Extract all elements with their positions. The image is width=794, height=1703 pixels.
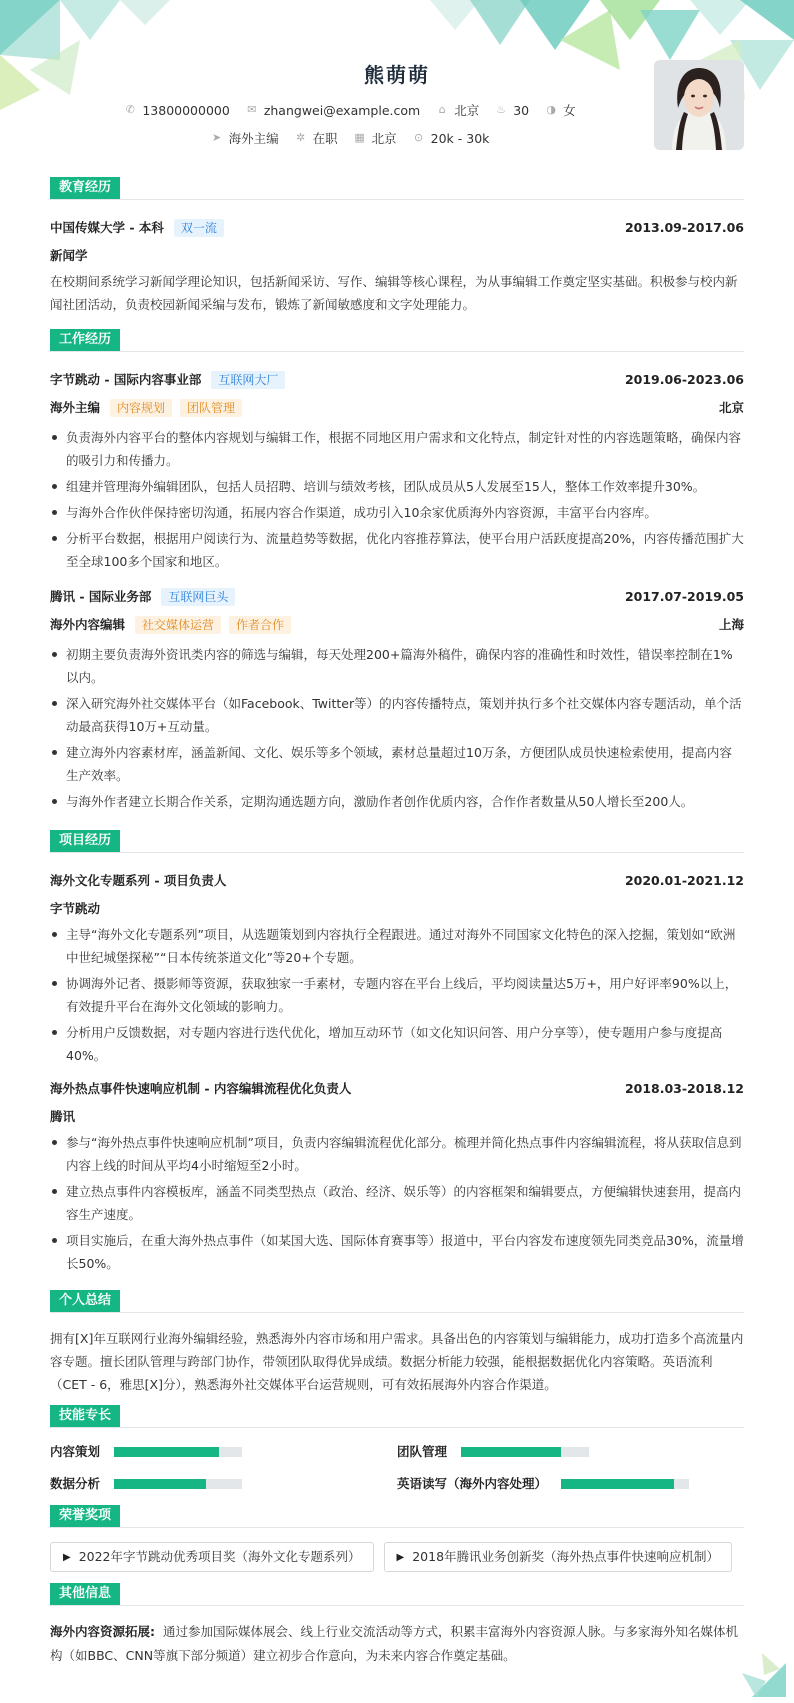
city-value: 北京 — [371, 131, 397, 146]
location-value: 北京 — [454, 103, 480, 118]
skill-bar — [114, 1479, 242, 1489]
gender-value: 女 — [563, 103, 576, 118]
honor-item — [50, 1542, 374, 1572]
work-city: 北京 — [718, 400, 744, 416]
send-icon: ➤ — [211, 131, 222, 145]
skill-bar-fill — [561, 1479, 674, 1489]
list-item: 初期主要负责海外资讯类内容的筛选与编辑，每天处理200+篇海外稿件，确保内容的准确性和时效性，错误率控制在1%以内。 — [50, 643, 744, 689]
salary-item — [413, 128, 490, 149]
building-icon: ▦ — [354, 131, 365, 145]
skills-section — [50, 1404, 744, 1494]
position-item — [211, 128, 279, 149]
project-name: 海外热点事件快速响应机制 - 内容编辑流程优化负责人 — [50, 1081, 352, 1097]
skill-name: 团队管理 — [397, 1444, 448, 1460]
list-item: 与海外合作伙伴保持密切沟通，拓展内容合作渠道，成功引入10余家优质海外内容资源，丰富平台内容库。 — [50, 501, 744, 524]
work-bullets — [50, 426, 744, 573]
section-title-projects: 项目经历 — [50, 830, 120, 852]
school-name: 中国传媒大学 - 本科 — [50, 220, 164, 236]
list-item: 项目实施后，在重大海外热点事件（如某国大选、国际体育赛事等）报道中，平台内容发布速度领先同类竞品30%，流量增长50%。 — [50, 1229, 744, 1275]
project-entry — [50, 1075, 744, 1275]
honor-item — [384, 1542, 733, 1572]
project-period: 2020.01-2021.12 — [624, 873, 744, 889]
skill-bar-fill — [114, 1447, 219, 1457]
education-entry — [50, 214, 744, 316]
projects-section — [50, 829, 744, 1275]
work-period: 2017.07-2019.05 — [624, 589, 744, 605]
list-item: 分析平台数据，根据用户阅读行为、流量趋势等数据，优化内容推荐算法，使平台用户活跃度提高20%，内容传播范围扩大至全球100多个国家和地区。 — [50, 527, 744, 573]
triangle-right-icon: ▶ — [396, 1551, 405, 1563]
skill-tag: 社交媒体运营 — [135, 616, 221, 634]
list-item: 建立海外内容素材库，涵盖新闻、文化、娱乐等多个领域，素材总量超过10万条，方便团队成员快速检索使用，提高内容生产效率。 — [50, 741, 744, 787]
email-item — [246, 100, 420, 121]
honors-list — [50, 1542, 744, 1572]
skill-tag: 作者合作 — [229, 616, 291, 634]
other-text: 通过参加国际媒体展会、线上行业交流活动等方式，积累丰富海外内容资源人脉。与多家海外知名媒体机构（如BBC、CNN等旗下部分频道）建立初步合作意向，为未来内容合作奠定基础。 — [50, 1624, 738, 1663]
project-bullets — [50, 1131, 744, 1275]
salary-value: 20k - 30k — [430, 131, 490, 146]
resume-header — [0, 0, 794, 160]
list-item: 建立热点事件内容模板库，涵盖不同类型热点（政治、经济、娱乐等）的内容框架和编辑要点，方便编辑快速套用，提高内容生产速度。 — [50, 1180, 744, 1226]
work-city: 上海 — [718, 617, 744, 633]
mail-icon: ✉ — [247, 103, 257, 117]
company-tag: 互联网巨头 — [161, 588, 235, 606]
skill-bar — [461, 1447, 589, 1457]
triangle-right-icon: ▶ — [63, 1551, 71, 1563]
skill-name: 英语读写（海外内容处理） — [397, 1476, 548, 1492]
phone-item — [124, 100, 229, 121]
section-title-honors: 荣誉奖项 — [50, 1505, 120, 1527]
section-title-education: 教育经历 — [50, 177, 120, 199]
major: 新闻学 — [50, 248, 88, 263]
work-period: 2019.06-2023.06 — [624, 372, 744, 388]
skills-grid — [50, 1442, 744, 1494]
work-bullets — [50, 643, 744, 813]
other-section — [50, 1582, 744, 1668]
work-entry — [50, 583, 744, 813]
skill-name: 数据分析 — [50, 1476, 101, 1492]
skill-tag: 内容规划 — [110, 399, 172, 417]
school-tag: 双一流 — [174, 219, 224, 237]
section-title-summary: 个人总结 — [50, 1290, 120, 1312]
education-period: 2013.09-2017.06 — [624, 220, 744, 236]
list-item: 参与“海外热点事件快速响应机制”项目，负责内容编辑流程优化部分。梳理并简化热点事件内容编辑流程，将从获取信息到内容上线的时间从平均4小时缩短至2小时。 — [50, 1131, 744, 1177]
age-item — [495, 100, 529, 121]
skill-item — [50, 1474, 397, 1494]
skill-bar — [114, 1447, 242, 1457]
gender-item — [545, 100, 576, 121]
contact-row — [0, 100, 700, 121]
coin-icon: ⊙ — [414, 131, 424, 145]
skill-item — [50, 1442, 397, 1462]
phone-icon: ✆ — [125, 103, 135, 117]
company-name: 字节跳动 - 国际内容事业部 — [50, 372, 202, 388]
job-title: 海外主编 — [50, 400, 101, 416]
city-item — [354, 128, 397, 149]
intention-row — [0, 128, 700, 149]
section-title-skills: 技能专长 — [50, 1405, 120, 1427]
skill-name: 内容策划 — [50, 1444, 101, 1460]
section-title-work: 工作经历 — [50, 329, 120, 351]
project-period: 2018.03-2018.12 — [624, 1081, 744, 1097]
skill-bar-fill — [114, 1479, 206, 1489]
honor-text: 2022年字节跳动优秀项目奖（海外文化专题系列） — [78, 1549, 361, 1565]
corner-decoration — [742, 1653, 786, 1697]
project-bullets — [50, 923, 744, 1067]
company-name: 腾讯 - 国际业务部 — [50, 589, 152, 605]
honors-section — [50, 1504, 744, 1572]
gear-icon: ✲ — [296, 131, 306, 145]
gender-icon: ◑ — [546, 103, 556, 117]
skill-item — [397, 1442, 744, 1462]
list-item: 负责海外内容平台的整体内容规划与编辑工作，根据不同地区用户需求和文化特点，制定针对性的内容选题策略，确保内容的吸引力和传播力。 — [50, 426, 744, 472]
position-value: 海外主编 — [228, 131, 279, 146]
project-name: 海外文化专题系列 - 项目负责人 — [50, 873, 227, 889]
project-org: 腾讯 — [50, 1109, 76, 1124]
work-entry — [50, 366, 744, 573]
section-title-other: 其他信息 — [50, 1583, 120, 1605]
home-icon: ⌂ — [438, 103, 446, 117]
cake-icon: ♨ — [496, 103, 507, 117]
email-value: zhangwei@example.com — [263, 103, 421, 118]
skill-item — [397, 1474, 744, 1494]
skill-bar-fill — [461, 1447, 561, 1457]
phone-value: 13800000000 — [142, 103, 230, 118]
company-tag: 互联网大厂 — [211, 371, 285, 389]
other-info — [50, 1620, 744, 1668]
skill-bar — [561, 1479, 689, 1489]
summary-text: 拥有[X]年互联网行业海外编辑经验，熟悉海外内容市场和用户需求。具备出色的内容策划与编辑能力，成功打造多个高流量内容专题。擅长团队管理与跨部门协作，带领团队取得优异成绩。数据分析能力较强，能根据数据优化内容策略。英语流利（CET - 6，雅思[X]分），熟悉海外社交媒体平台运营规则，可有效拓展海外内容合作渠道。 — [50, 1331, 744, 1392]
summary-section — [50, 1289, 744, 1396]
other-label: 海外内容资源拓展: — [50, 1624, 155, 1639]
list-item: 协调海外记者、摄影师等资源，获取独家一手素材，专题内容在平台上线后，平均阅读量达5万+，用户好评率90%以上，有效提升平台在海外文化领域的影响力。 — [50, 972, 744, 1018]
list-item: 主导“海外文化专题系列”项目，从选题策划到内容执行全程跟进。通过对海外不同国家文化特色的深入挖掘，策划如“欧洲中世纪城堡探秘”“日本传统茶道文化”等20+个专题。 — [50, 923, 744, 969]
list-item: 分析用户反馈数据，对专题内容进行迭代优化，增加互动环节（如文化知识问答、用户分享等），使专题用户参与度提高40%。 — [50, 1021, 744, 1067]
project-org: 字节跳动 — [50, 901, 101, 916]
location-item — [436, 100, 479, 121]
honor-text: 2018年腾讯业务创新奖（海外热点事件快速响应机制） — [412, 1549, 720, 1565]
education-description: 在校期间系统学习新闻学理论知识，包括新闻采访、写作、编辑等核心课程，为从事编辑工作奠定坚实基础。积极参与校内新闻社团活动，负责校园新闻采编与发布，锻炼了新闻敏感度和文字处理能力。 — [50, 274, 738, 312]
status-item — [295, 128, 338, 149]
list-item: 与海外作者建立长期合作关系，定期沟通选题方向，激励作者创作优质内容，合作作者数量从50人增长至200人。 — [50, 790, 744, 813]
candidate-name: 熊萌萌 — [364, 63, 430, 87]
list-item: 深入研究海外社交媒体平台（如Facebook、Twitter等）的内容传播特点，策划并执行多个社交媒体内容专题活动，单个活动最高获得10万+互动量。 — [50, 692, 744, 738]
skill-tag: 团队管理 — [180, 399, 242, 417]
list-item: 组建并管理海外编辑团队，包括人员招聘、培训与绩效考核，团队成员从5人发展至15人，整体工作效率提升30%。 — [50, 475, 744, 498]
project-entry — [50, 867, 744, 1067]
age-value: 30 — [513, 103, 530, 118]
work-section — [50, 328, 744, 813]
avatar — [654, 60, 744, 150]
resume-body — [50, 176, 744, 1674]
job-title: 海外内容编辑 — [50, 617, 126, 633]
education-section — [50, 176, 744, 316]
status-value: 在职 — [312, 131, 338, 146]
